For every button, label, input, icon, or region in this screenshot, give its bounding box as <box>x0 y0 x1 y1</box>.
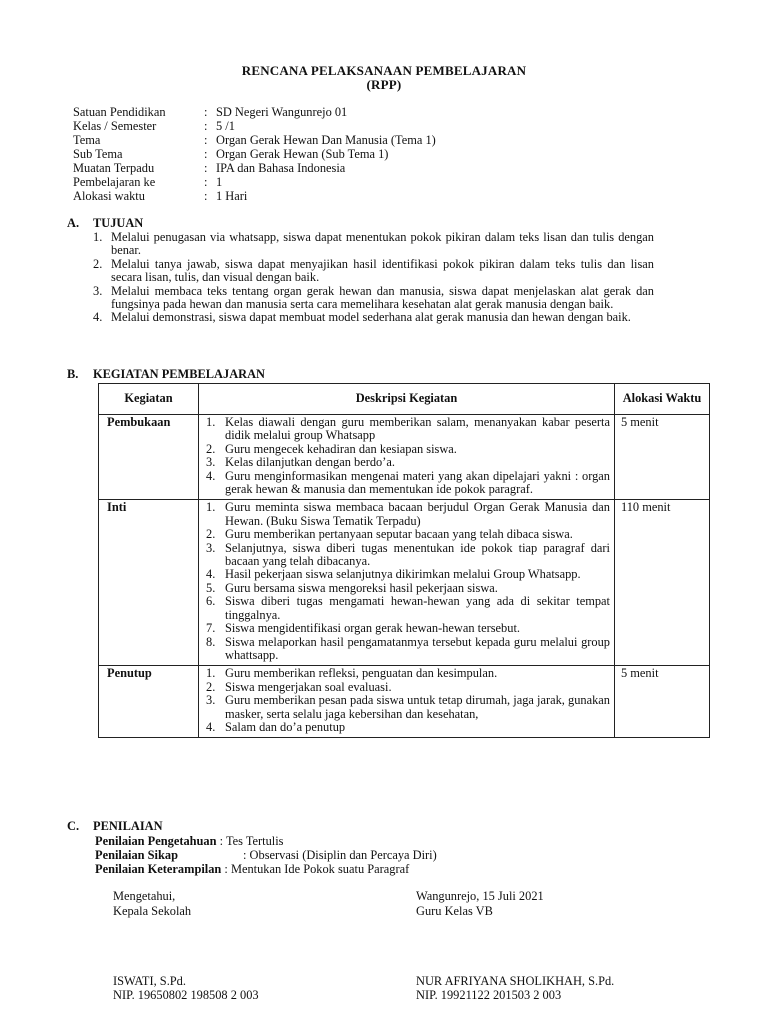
assessment-label: Penilaian Keterampilan <box>95 862 222 876</box>
activity-duration: 5 menit <box>615 666 710 738</box>
activity-description <box>199 666 615 738</box>
assessment-separator: : <box>221 862 231 876</box>
list-number: 1. <box>93 230 103 244</box>
list-item <box>203 681 610 694</box>
list-text: Melalui demonstrasi, siswa dapat membuat model sederhana alat gerak manusia dan hewan dengan baik. <box>111 310 631 325</box>
identity-separator: : <box>204 147 208 161</box>
activity-name: Inti <box>99 500 199 666</box>
list-text: Guru memberikan pesan pada siswa untuk tetap dirumah, jaga jarak, gunakan masker, serta selalu jaga kebersihan dan kesehatan, <box>225 693 610 721</box>
identity-value: 1 <box>216 175 223 189</box>
signature-left-nip: NIP. 19650802 198508 2 003 <box>113 988 259 1002</box>
section-heading-kegiatan <box>67 368 265 381</box>
activity-name: Pembukaan <box>99 415 199 500</box>
list-text: Guru menginformasikan mengenai materi yang akan dipelajari yakni : organ gerak hewan & manusia dan mementukan ide pokok paragraf. <box>225 468 610 497</box>
list-number: 3. <box>206 455 216 470</box>
list-text: Guru mengecek kehadiran dan kesiapan siswa. <box>225 441 457 456</box>
identity-label: Tema <box>73 133 101 147</box>
section-title: KEGIATAN PEMBELAJARAN <box>93 367 265 381</box>
list-item <box>203 568 610 581</box>
list-number: 3. <box>206 693 216 708</box>
identity-separator: : <box>204 175 208 189</box>
identity-label: Sub Tema <box>73 147 123 161</box>
list-item <box>203 694 610 721</box>
list-text: Guru memberikan pertanyaan seputar bacaan yang telah dibaca siswa. <box>225 527 573 542</box>
identity-separator: : <box>204 161 208 175</box>
identity-separator: : <box>204 189 208 203</box>
list-text: Selanjutnya, siswa diberi tugas menentukan ide pokok tiap paragraf dari bacaan yang telah dibacanya. <box>225 540 610 569</box>
list-number: 4. <box>93 310 103 325</box>
list-item <box>93 285 654 312</box>
list-number: 2. <box>206 441 216 456</box>
document-subtitle: (RPP) <box>366 77 402 92</box>
list-number: 5. <box>206 580 216 595</box>
list-text: Melalui membaca teks tentang organ gerak hewan dan manusia, siswa dapat menjelaskan alat gerak dan fungsinya pada hewan dan manusia serta cara memelihara kesehatan alat gerak manusia dengan baik. <box>111 283 654 312</box>
list-number: 1. <box>206 415 216 429</box>
list-text: Kelas dilanjutkan dengan berdo’a. <box>225 455 395 470</box>
list-item <box>203 622 610 635</box>
list-number: 3. <box>93 283 103 298</box>
assessment-label: Penilaian Sikap <box>95 848 178 862</box>
activity-duration: 5 menit <box>615 415 710 500</box>
identity-value: IPA dan Bahasa Indonesia <box>216 161 346 175</box>
table-row <box>99 500 710 666</box>
column-header: Kegiatan <box>99 384 199 415</box>
section-letter: B. <box>67 367 79 381</box>
signature-left-line2: Kepala Sekolah <box>113 904 192 918</box>
section-letter: A. <box>67 216 80 230</box>
identity-separator: : <box>204 119 208 133</box>
identity-value: SD Negeri Wangunrejo 01 <box>216 105 348 119</box>
identity-value: Organ Gerak Hewan Dan Manusia (Tema 1) <box>216 133 436 147</box>
assessment-value: Tes Tertulis <box>225 834 284 848</box>
identity-separator: : <box>204 105 208 119</box>
list-item <box>203 528 610 541</box>
list-text: Guru bersama siswa mengoreksi hasil pekerjaan siswa. <box>225 580 498 595</box>
list-number: 4. <box>206 567 216 582</box>
table-row <box>99 415 710 500</box>
identity-separator: : <box>204 133 208 147</box>
column-header: Deskripsi Kegiatan <box>199 384 615 415</box>
section-heading-tujuan <box>67 217 143 230</box>
assessment-row <box>95 835 284 848</box>
signature-left-line1: Mengetahui, <box>113 889 176 903</box>
list-text: Salam dan do’a penutup <box>225 719 346 734</box>
list-text: Melalui tanya jawab, siswa dapat menyajikan hasil identifikasi pokok pikiran dalam teks tulis dan lisan secara lisan, tulis, dan visual dengan baik. <box>111 256 654 285</box>
identity-label: Pembelajaran ke <box>73 175 156 189</box>
assessment-separator: : <box>243 848 250 862</box>
list-text: Hasil pekerjaan siswa selanjutnya dikirimkan melalui Group Whatsapp. <box>225 567 581 582</box>
list-text: Siswa melaporkan hasil pengamatanmya tersebut kepada guru melalui group whattsapp. <box>225 634 610 662</box>
identity-label: Satuan Pendidikan <box>73 105 166 119</box>
list-item <box>203 501 610 528</box>
signature-right-line1: Wangunrejo, 15 Juli 2021 <box>416 889 544 903</box>
list-text: Kelas diawali dengan guru memberikan salam, menanyakan kabar peserta didik melalui group Whatsapp <box>225 415 610 443</box>
list-text: Siswa mengidentifikasi organ gerak hewan-hewan tersebut. <box>225 621 520 636</box>
document-title: RENCANA PELAKSANAAN PEMBELAJARAN <box>241 63 527 78</box>
identity-value: 1 Hari <box>216 189 248 203</box>
list-item <box>203 416 610 443</box>
signature-right-nip: NIP. 19921122 201503 2 003 <box>416 988 562 1002</box>
identity-value: 5 /1 <box>216 119 235 133</box>
list-text: Siswa diberi tugas mengamati hewan-hewan yang ada di sekitar tempat tinggalnya. <box>225 594 610 622</box>
column-header: Alokasi Waktu <box>615 384 710 415</box>
activity-duration: 110 menit <box>615 500 710 666</box>
signature-right-line2: Guru Kelas VB <box>416 904 493 918</box>
list-item <box>203 667 610 680</box>
signature-left-name: ISWATI, S.Pd. <box>113 974 186 988</box>
list-item <box>93 258 654 285</box>
assessment-row <box>95 863 409 876</box>
list-item <box>203 721 610 734</box>
activity-name: Penutup <box>99 666 199 738</box>
list-number: 3. <box>206 540 216 555</box>
assessment-label: Penilaian Pengetahuan <box>95 834 217 848</box>
list-item <box>203 582 610 595</box>
list-item <box>203 542 610 569</box>
identity-label: Alokasi waktu <box>73 189 145 203</box>
list-item <box>203 595 610 622</box>
list-number: 2. <box>93 256 103 271</box>
activity-description <box>199 500 615 666</box>
section-heading-penilaian <box>67 820 163 833</box>
list-number: 4. <box>206 468 216 483</box>
list-number: 1. <box>206 666 216 681</box>
list-item <box>93 311 654 324</box>
list-item <box>203 470 610 497</box>
section-letter: C. <box>67 819 80 833</box>
assessment-row <box>95 849 437 862</box>
list-text: Guru meminta siswa membaca bacaan berjudul Organ Gerak Manusia dan Hewan. (Buku Siswa Tematik Terpadu) <box>225 500 610 528</box>
identity-value: Organ Gerak Hewan (Sub Tema 1) <box>216 147 389 161</box>
assessment-separator: : <box>216 834 226 848</box>
list-number: 7. <box>206 621 216 636</box>
list-item <box>203 636 610 663</box>
list-number: 4. <box>206 719 216 734</box>
list-text: Siswa mengerjakan soal evaluasi. <box>225 679 392 694</box>
identity-label: Muatan Terpadu <box>73 161 155 175</box>
table-header-row <box>99 384 710 415</box>
section-title: PENILAIAN <box>93 819 163 833</box>
list-item <box>93 231 654 258</box>
signature-right-name: NUR AFRIYANA SHOLIKHAH, S.Pd. <box>416 974 615 988</box>
activity-description <box>199 415 615 500</box>
list-number: 6. <box>206 594 216 609</box>
section-title: TUJUAN <box>93 216 144 230</box>
list-number: 1. <box>206 500 216 515</box>
tujuan-list <box>93 231 654 325</box>
list-item <box>203 443 610 456</box>
table-row <box>99 666 710 738</box>
assessment-value: Mentukan Ide Pokok suatu Paragraf <box>230 862 410 876</box>
assessment-value: Observasi (Disiplin dan Percaya Diri) <box>249 848 437 862</box>
identity-label: Kelas / Semester <box>73 119 157 133</box>
list-item <box>203 456 610 469</box>
list-text: Melalui penugasan via whatsapp, siswa dapat menentukan pokok pikiran dalam teks lisan dan tulis dengan benar. <box>111 230 654 258</box>
list-number: 8. <box>206 634 216 649</box>
list-number: 2. <box>206 527 216 542</box>
list-text: Guru memberikan refleksi, penguatan dan kesimpulan. <box>225 666 498 681</box>
list-number: 2. <box>206 679 216 694</box>
activity-table <box>98 383 710 738</box>
